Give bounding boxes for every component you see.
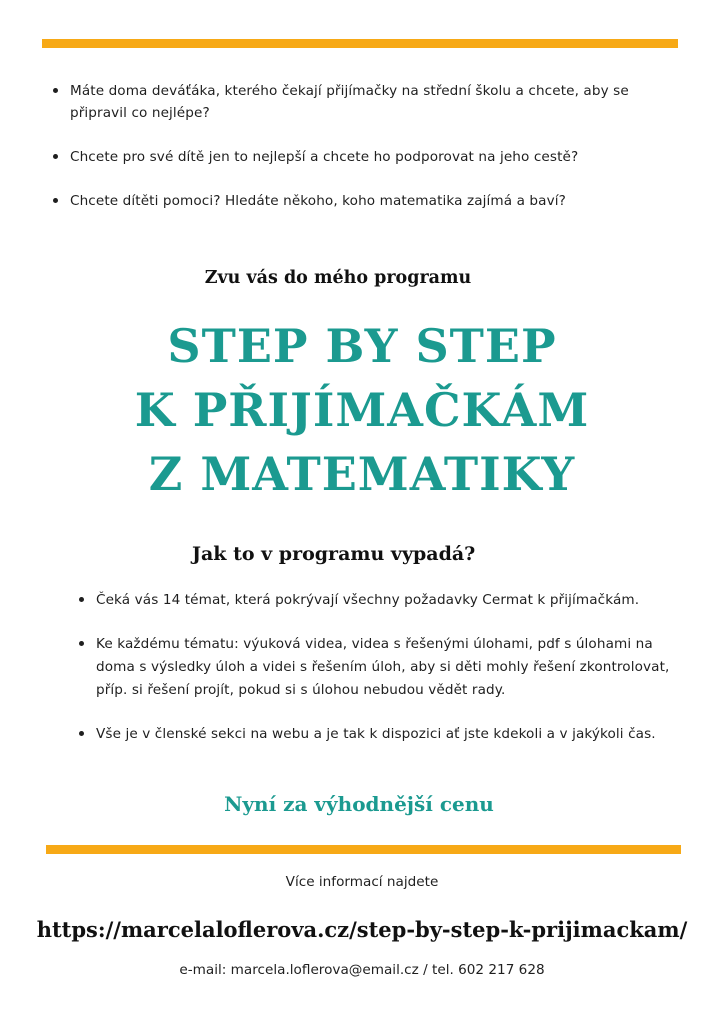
title-line: STEP BY STEP <box>167 319 557 373</box>
intro-bullet: Chcete pro své dítě jen to nejlepší a chcete ho podporovat na jeho cestě? <box>50 146 680 168</box>
detail-bullet-list <box>76 589 688 767</box>
detail-bullet: Čeká vás 14 témat, která pokrývají všechny požadavky Cermat k přijímačkám. <box>76 589 688 612</box>
title-line: K PŘIJÍMAČKÁM <box>134 383 590 437</box>
more-info-text: Více informací najdete <box>285 874 439 890</box>
invite-heading: Zvu vás do mého programu <box>204 268 472 288</box>
bottom-orange-bar <box>46 845 681 854</box>
intro-bullet-list <box>50 80 680 234</box>
intro-bullet: Chcete dítěti pomoci? Hledáte někoho, koho matematika zajímá a baví? <box>50 190 680 212</box>
detail-bullet: Vše je v členské sekci na webu a je tak k dispozici ať jste kdekoli a v jakýkoli čas. <box>76 723 688 746</box>
top-orange-bar <box>42 39 678 48</box>
price-heading: Nyní za výhodnější cenu <box>224 792 494 816</box>
program-title <box>0 314 724 506</box>
intro-bullet: Máte doma deváťáka, kterého čekají přijímačky na střední školu a chcete, aby se připravil co nejlépe? <box>50 80 680 124</box>
how-heading: Jak to v programu vypadá? <box>192 543 476 565</box>
detail-bullet: Ke každému tématu: výuková videa, videa s řešenými úlohami, pdf s úlohami na doma s výsledky úloh a videi s řešením úloh, aby si děti mohly řešení zkontrolovat, příp. si řešení projít, pokud si s úlohou nebudou vědět rady. <box>76 633 688 702</box>
contact-line: e-mail: marcela.loflerova@email.cz / tel. 602 217 628 <box>179 962 545 978</box>
program-url-link[interactable]: https://marcelaloflerova.cz/step-by-step-k-prijimackam/ <box>36 917 688 942</box>
title-line: Z MATEMATIKY <box>148 447 576 501</box>
